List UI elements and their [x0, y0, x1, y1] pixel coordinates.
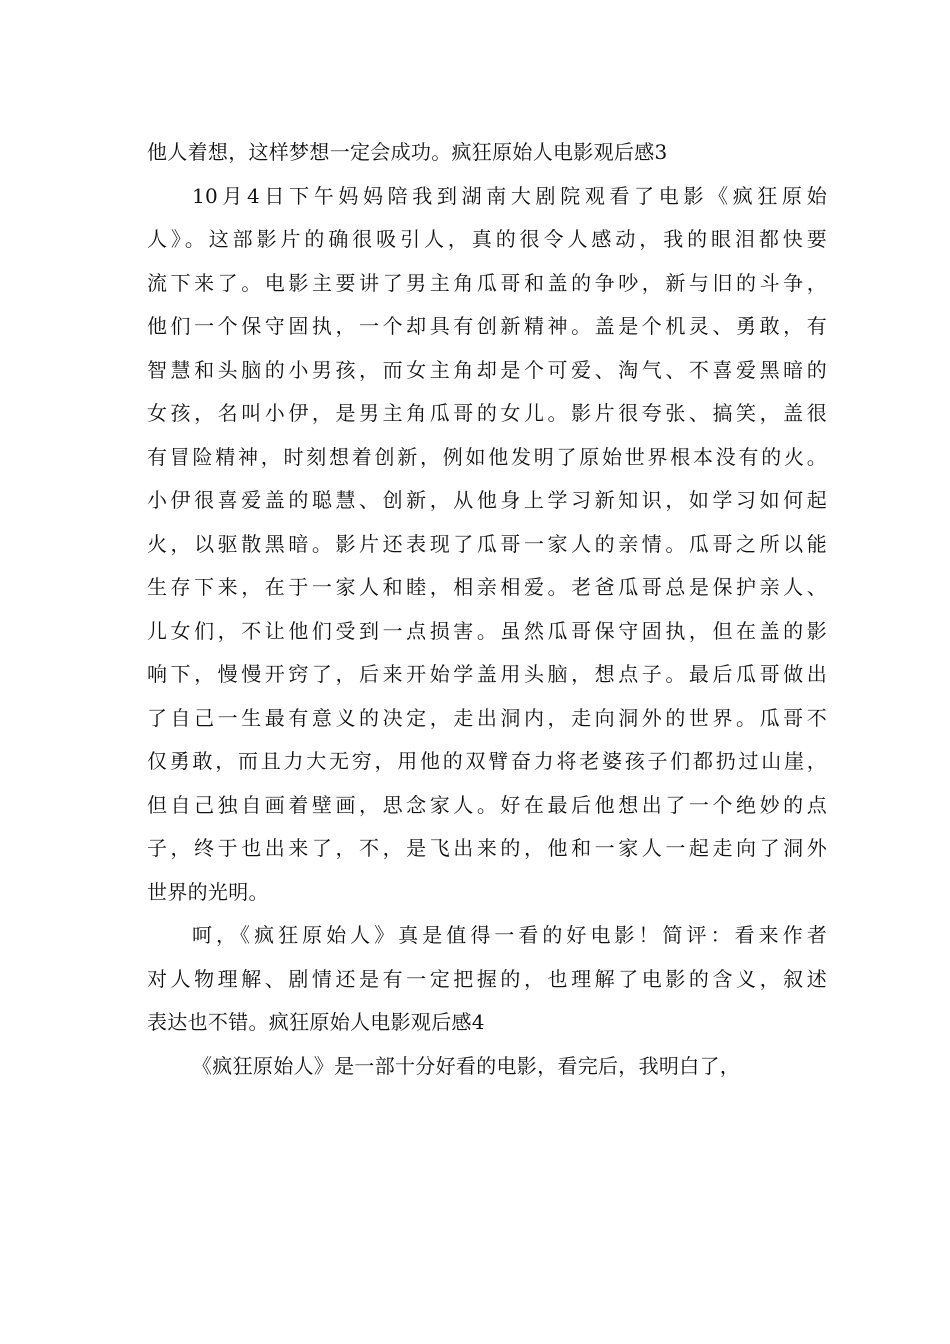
text-line: 了自己一生最有意义的决定，走出洞内，走向洞外的世界。瓜哥不 — [147, 705, 827, 730]
text-line: 小伊很喜爱盖的聪慧、创新，从他身上学习新知识，如学习如何起 — [147, 488, 827, 512]
text-line: 生存下来，在于一家人和睦，相亲相爱。老爸瓜哥总是保护亲人、 — [147, 575, 827, 599]
text-line: 他人着想，这样梦想一定会成功。疯狂原始人电影观后感3 — [147, 140, 668, 164]
text-line: 智慧和头脑的小男孩，而女主角却是个可爱、淘气、不喜爱黑暗的 — [147, 357, 827, 382]
document-body — [147, 131, 827, 1088]
text-line: 子，终于也出来了，不，是飞出来的，他和一家人一起走向了洞外 — [147, 836, 827, 860]
text-line: 10月4日下午妈妈陪我到湖南大剧院观看了电影《疯狂原始 — [192, 183, 827, 208]
text-line: 人》。这部影片的确很吸引人，真的很令人感动，我的眼泪都快要 — [147, 227, 827, 251]
paragraph-4 — [147, 1045, 827, 1089]
paragraph-3 — [147, 914, 827, 1045]
text-line: 响下，慢慢开窍了，后来开始学盖用头脑，想点子。最后瓜哥做出 — [147, 662, 827, 686]
text-line: 《疯狂原始人》是一部十分好看的电影，看完后，我明白了， — [192, 1053, 741, 1078]
text-line: 他们一个保守固执，一个却具有创新精神。盖是个机灵、勇敢，有 — [147, 314, 827, 338]
paragraph-2 — [147, 175, 827, 915]
text-line: 世界的光明。 — [147, 879, 269, 904]
text-line: 流下来了。电影主要讲了男主角瓜哥和盖的争吵，新与旧的斗争， — [147, 270, 827, 295]
text-line: 呵，《疯狂原始人》真是值得一看的好电影！简评：看来作者 — [192, 923, 827, 947]
paragraph-1 — [147, 131, 827, 175]
text-line: 对人物理解、剧情还是有一定把握的，也理解了电影的含义，叙述 — [147, 966, 827, 991]
text-line: 有冒险精神，时刻想着创新，例如他发明了原始世界根本没有的火。 — [147, 444, 827, 469]
text-line: 但自己独自画着壁画，思念家人。好在最后他想出了一个绝妙的点 — [147, 792, 827, 817]
text-line: 仅勇敢，而且力大无穷，用他的双臂奋力将老婆孩子们都扔过山崖， — [147, 749, 827, 773]
text-line: 儿女们，不让他们受到一点损害。虽然瓜哥保守固执，但在盖的影 — [147, 618, 827, 643]
text-line: 表达也不错。疯狂原始人电影观后感4 — [147, 1010, 485, 1034]
text-line: 女孩，名叫小伊，是男主角瓜哥的女儿。影片很夸张、搞笑，盖很 — [147, 401, 827, 425]
text-line: 火，以驱散黑暗。影片还表现了瓜哥一家人的亲情。瓜哥之所以能 — [147, 531, 827, 556]
